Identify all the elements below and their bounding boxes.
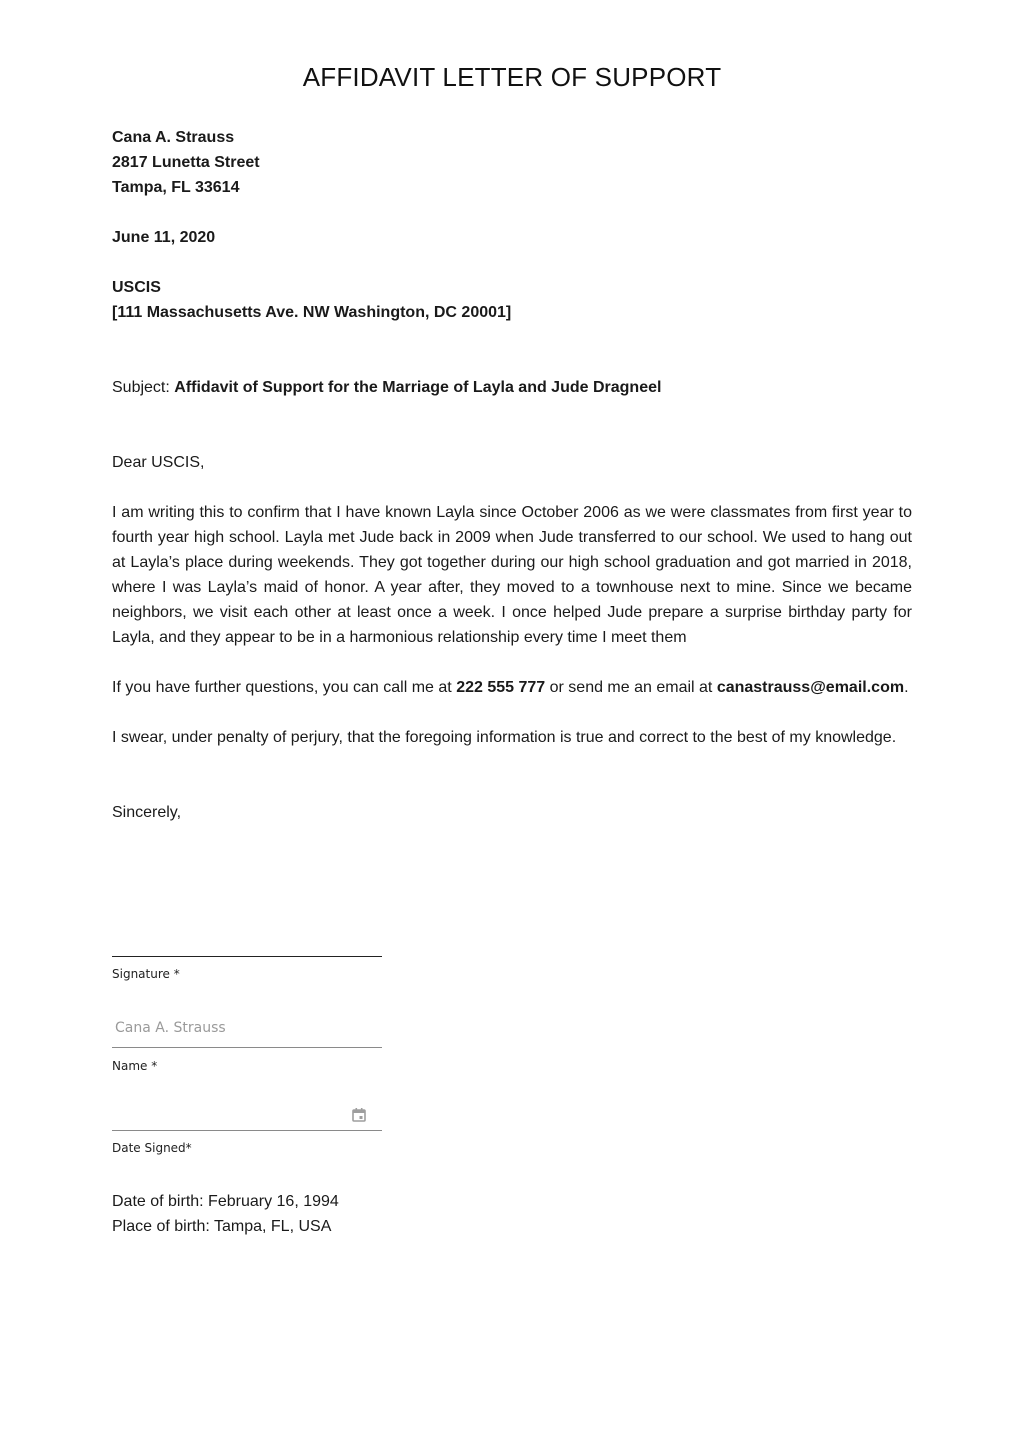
closing: Sincerely,	[112, 804, 182, 821]
body-paragraph: I am writing this to confirm that I have known Layla since October 2006 as we were classmates from first year to fourth year high school. Layla met Jude back in 2009 when Jude transferred to our school. We used to hang out at Layla’s place during weekends. They got together during our high school graduation and got married in 2018, where I was Layla’s maid of honor. A year after, they moved to a townhouse next to mine. Since we became neighbors, we visit each other at least once a week. I once helped Jude prepare a surprise birthday party for Layla, and they appear to be in a harmonious relationship every time I meet them	[112, 504, 912, 646]
contact-prefix: If you have further questions, you can call me at	[112, 679, 457, 696]
date-of-birth: Date of birth: February 16, 1994	[112, 1193, 339, 1210]
subject-line	[112, 375, 912, 400]
closing-block	[112, 800, 912, 825]
recipient-name: USCIS	[112, 279, 161, 296]
oath-statement: I swear, under penalty of perjury, that the foregoing information is true and correct to the best of my knowledge.	[112, 729, 897, 746]
body-block	[112, 500, 912, 650]
name-label: Name *	[112, 1059, 158, 1073]
contact-middle: or send me an email at	[545, 679, 717, 696]
greeting-block	[112, 450, 912, 475]
calendar-icon[interactable]	[351, 1107, 367, 1123]
name-underline	[112, 1047, 382, 1048]
date-signed-input[interactable]	[112, 1104, 344, 1128]
signature-line[interactable]	[112, 956, 382, 957]
subject-text: Affidavit of Support for the Marriage of Layla and Jude Dragneel	[174, 379, 662, 396]
letter-date: June 11, 2020	[112, 229, 216, 246]
contact-suffix: .	[904, 679, 909, 696]
contact-paragraph	[112, 675, 912, 700]
oath-block	[112, 725, 912, 750]
date-signed-field[interactable]	[112, 1100, 382, 1160]
signature-field[interactable]	[112, 900, 382, 990]
recipient-address	[112, 275, 912, 325]
greeting: Dear USCIS,	[112, 454, 205, 471]
subject-label: Subject:	[112, 379, 175, 396]
sender-city: Tampa, FL 33614	[112, 179, 240, 196]
birth-info	[112, 1189, 912, 1239]
document-title: AFFIDAVIT LETTER OF SUPPORT	[302, 62, 722, 92]
date-signed-underline	[112, 1130, 382, 1131]
sender-address	[112, 125, 912, 200]
date-signed-label: Date Signed*	[112, 1141, 192, 1155]
name-field[interactable]	[112, 1010, 382, 1080]
contact-phone: 222 555 777	[456, 679, 546, 696]
contact-email: canastrauss@email.com	[716, 679, 905, 696]
place-of-birth: Place of birth: Tampa, FL, USA	[112, 1218, 332, 1235]
name-input[interactable]	[112, 1016, 382, 1040]
sender-street: 2817 Lunetta Street	[112, 154, 260, 171]
letter-date-block	[112, 225, 912, 250]
signature-label: Signature *	[112, 967, 180, 981]
recipient-street: [111 Massachusetts Ave. NW Washington, DC 20001]	[112, 304, 512, 321]
sender-name: Cana A. Strauss	[112, 129, 235, 146]
